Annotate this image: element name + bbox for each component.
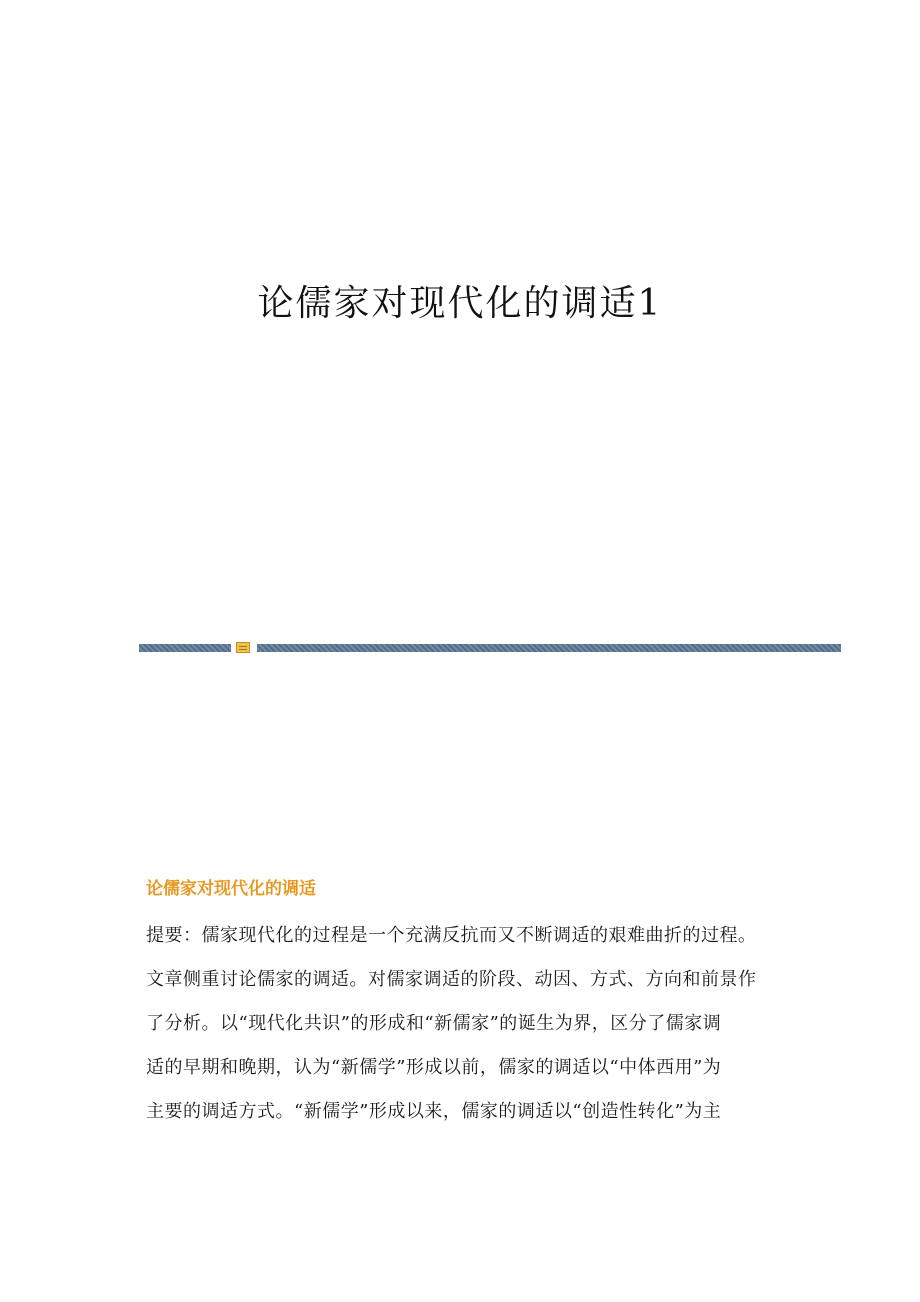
abstract-body (146, 922, 766, 1142)
ornament-icon (236, 642, 250, 653)
divider-bar-right (257, 644, 841, 652)
abstract-line: 了分析。以“现代化共识”的形成和“新儒家”的诞生为界，区分了儒家调 (146, 1013, 722, 1034)
document-title: 论儒家对现代化的调适1 (257, 283, 663, 324)
abstract-line: 文章侧重讨论儒家的调适。对儒家调适的阶段、动因、方式、方向和前景作 (146, 969, 757, 990)
divider-bar-left (139, 644, 231, 652)
abstract-line: 提要：儒家现代化的过程是一个充满反抗而又不断调适的艰难曲折的过程。 (146, 925, 757, 946)
abstract-line: 主要的调适方式。“新儒学”形成以来，儒家的调适以“创造性转化”为主 (146, 1101, 722, 1122)
abstract-line: 适的早期和晚期，认为“新儒学”形成以前，儒家的调适以“中体西用”为 (146, 1057, 722, 1078)
section-heading: 论儒家对现代化的调适 (146, 879, 316, 899)
section-divider (139, 642, 841, 654)
